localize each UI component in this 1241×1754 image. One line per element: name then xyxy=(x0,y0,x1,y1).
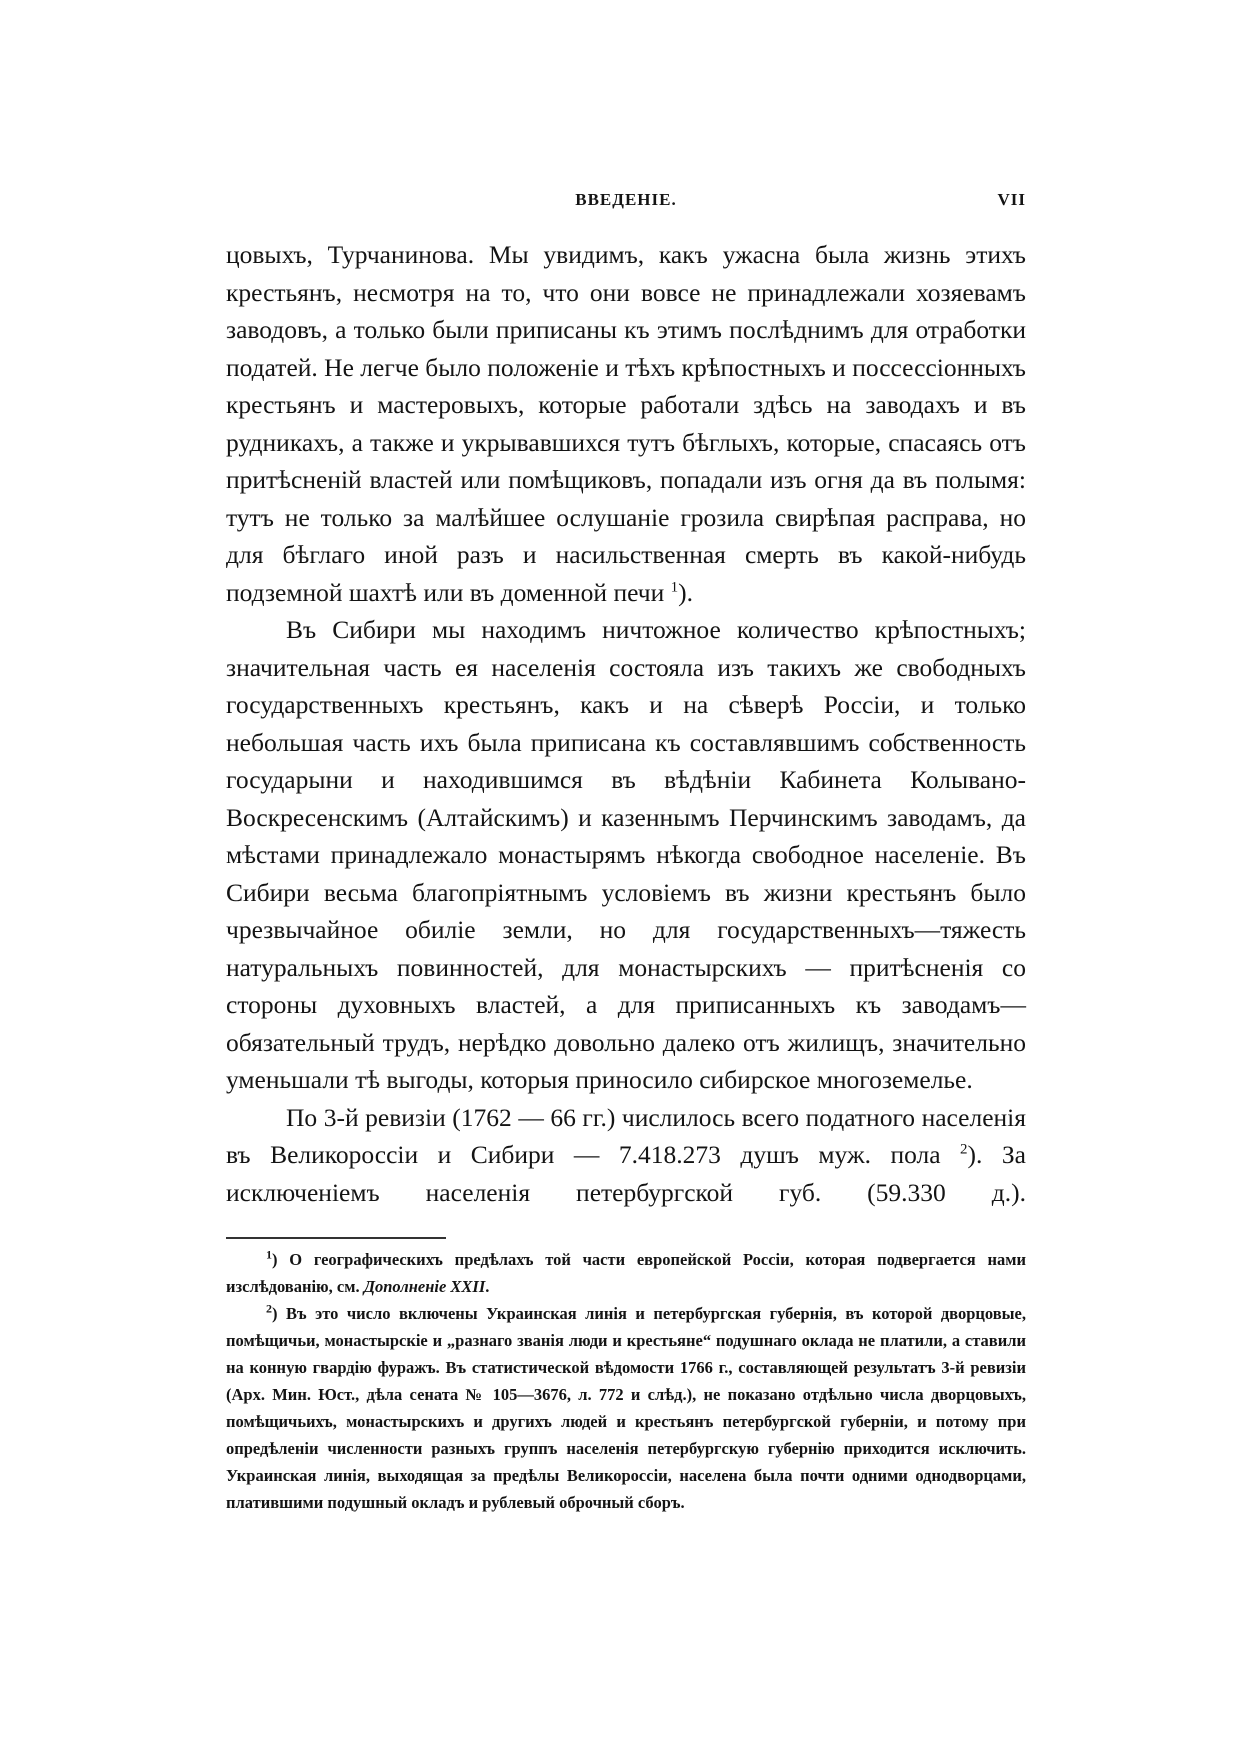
footnote-divider xyxy=(226,1237,446,1239)
page-number: VII xyxy=(997,190,1026,209)
footnote-1 xyxy=(226,1246,1026,1300)
paragraph-3-tail: ). За исключеніемъ населенія петербургской губ. (59.330 д.). xyxy=(226,1140,1026,1207)
running-title: ВВЕДЕНІЕ. xyxy=(575,190,677,209)
paragraph-3 xyxy=(226,1099,1026,1212)
paragraph-1 xyxy=(226,236,1026,611)
footnote-2 xyxy=(226,1300,1026,1516)
main-text xyxy=(226,236,1026,1211)
footnote-ref-2: 2 xyxy=(960,1141,968,1158)
paragraph-2-text: Въ Сибири мы находимъ ничтожное количество крѣпостныхъ; значительная часть ея населенія состояла изъ такихъ же свободныхъ государственныхъ крестьянъ, какъ и на сѣверѣ Россіи, и только небольшая часть ихъ была приписана къ составлявшимъ собственность государыни и находившимся въ вѣдѣніи Кабинета Колывано-Воскресенскимъ (Алтайскимъ) и казеннымъ Перчинскимъ заводамъ, да мѣстами принадлежало монастырямъ нѣкогда свободное населеніе. Въ Сибири весьма благопріятнымъ условіемъ въ жизни крестьянъ было чрезвычайное обиліе земли, но для государственныхъ—тяжесть натуральныхъ повинностей, для монастырскихъ — притѣсненія со стороны духовныхъ властей, а для приписанныхъ къ заводамъ—обязательный трудъ, нерѣдко довольно далеко отъ жилищъ, значительно уменьшали тѣ выгоды, которыя приносило сибирское многоземелье. xyxy=(226,615,1026,1094)
footnote-1-mark: 1 xyxy=(266,1247,272,1262)
paragraph-1-text: цовыхъ, Турчанинова. Мы увидимъ, какъ ужасна была жизнь этихъ крестьянъ, несмотря на то, что они вовсе не принадлежали хозяевамъ заводовъ, а только были приписаны къ этимъ послѣднимъ для отработки податей. Не легче было положеніе и тѣхъ крѣпостныхъ и поссессіонныхъ крестьянъ и мастеровыхъ, которые работали здѣсь на заводахъ и въ рудникахъ, а также и укрывавшихся тутъ бѣглыхъ, которые, спасаясь отъ притѣсненій властей или помѣщиковъ, попадали изъ огня да въ полымя: тутъ не только за малѣйшее ослушаніе грозила свирѣпая расправа, но для бѣглаго иной разъ и насильственная смерть въ какой-нибудь подземной шахтѣ или въ доменной печи xyxy=(226,240,1026,607)
paragraph-3-text: По 3-й ревизіи (1762 — 66 гг.) числилось всего податного населенія въ Великороссіи и Сибири — 7.418.273 душъ муж. пола xyxy=(226,1102,1026,1169)
footnote-1-text: ) О географическихъ предѣлахъ той части европейской Россіи, которая подвергается нами изслѣдованію, см. xyxy=(226,1250,1026,1296)
footnote-ref-1: 1 xyxy=(670,579,679,595)
footnote-1-italic: Дополненіе XXII xyxy=(363,1277,486,1296)
paragraph-1-tail: ). xyxy=(678,577,693,607)
footnote-2-text: ) Въ это число включены Украинская линія и петербургская губернія, въ которой дворцовые, помѣщичьи, монастырскіе и „разнаго званія люди и крестьяне“ подушнаго оклада не платили, а ставили на конную гвардію фуражъ. Въ статистической вѣдомости 1766 г., составляющей результатъ 3-й ревизіи (Арх. Мин. Юст., дѣла сената № 105—3676, л. 772 и слѣд.), не показано отдѣльно числа дворцовыхъ, помѣщичьихъ, монастырскихъ и другихъ людей и крестьянъ петербургской губерніи, и потому при опредѣленіи численности разныхъ группъ населенія петербургскую губернію приходится исключить. Украинская линія, выходящая за предѣлы Великороссіи, населена была почти одними однодворцами, платившими подушный окладъ и рублевый оброчный сборъ. xyxy=(226,1304,1026,1512)
footnote-2-mark: 2 xyxy=(266,1301,272,1316)
footnotes xyxy=(226,1246,1026,1516)
footnote-1-end: . xyxy=(485,1277,490,1296)
running-header xyxy=(226,190,1026,220)
paragraph-2 xyxy=(226,611,1026,1099)
